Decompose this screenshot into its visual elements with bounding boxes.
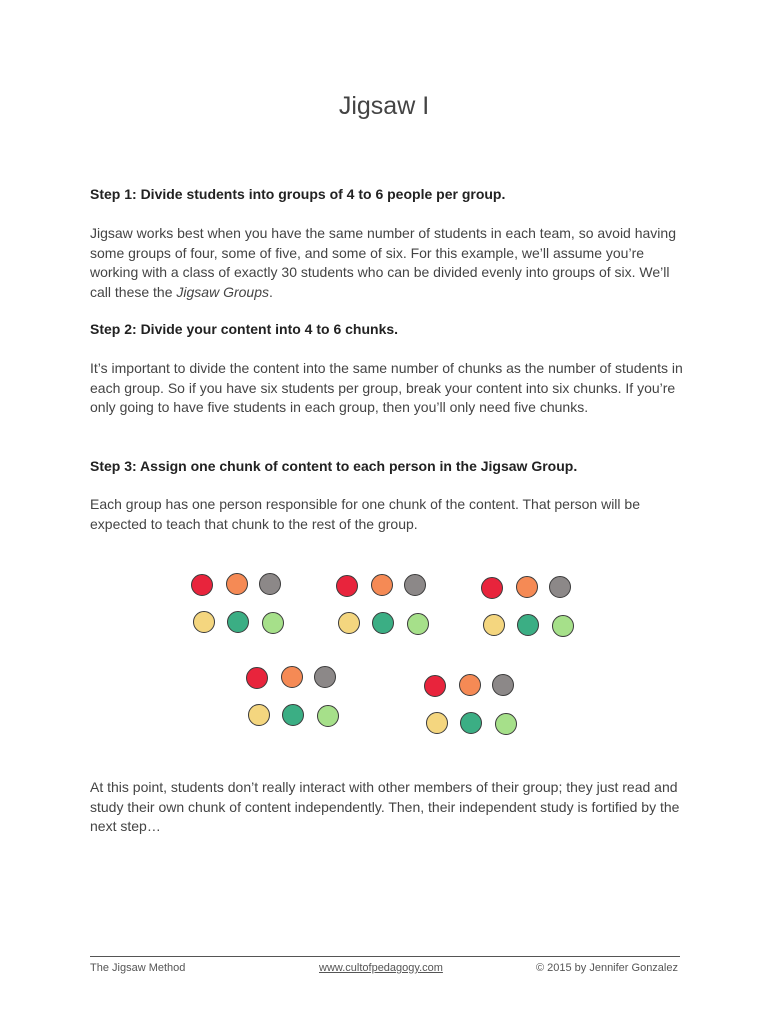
student-dot — [407, 613, 429, 635]
step-1-body-text: Jigsaw works best when you have the same number of students in each team, so avoid having some groups of four, some of five, and some of six. For this example, we’ll assume you’re working with a class of exactly 30 students who can be divided evenly into groups of six. We’ll call these the — [90, 225, 676, 300]
step-2-body: It’s important to divide the content into the same number of chunks as the number of students in each group. So if you have six students per group, break your content into six chunks. If you’re only going to have five students in each group, then you’ll only need five chunks. — [90, 360, 683, 415]
footer-website-link[interactable]: www.cultofpedagogy.com — [319, 962, 443, 974]
student-dot — [492, 674, 514, 696]
closing-paragraph: At this point, students don’t really interact with other members of their group; they just read and study their own chunk of content independently. Then, their independent study is fortified by the next step… — [90, 779, 680, 834]
student-dot — [372, 612, 394, 634]
student-dot — [517, 614, 539, 636]
student-dot — [371, 574, 393, 596]
student-dot — [426, 712, 448, 734]
student-dot — [424, 675, 446, 697]
student-dot — [338, 612, 360, 634]
step-2-heading: Step 2: Divide your content into 4 to 6 chunks. — [90, 321, 399, 337]
student-dot — [336, 575, 358, 597]
student-dot — [193, 611, 215, 633]
student-dot — [317, 705, 339, 727]
footer-title: The Jigsaw Method — [90, 962, 186, 974]
student-dot — [282, 704, 304, 726]
student-dot — [246, 667, 268, 689]
jigsaw-groups-illustration — [0, 560, 768, 750]
student-dot — [549, 576, 571, 598]
student-dot — [248, 704, 270, 726]
student-dot — [404, 574, 426, 596]
student-dot — [191, 574, 213, 596]
page-title: Jigsaw I — [338, 92, 430, 120]
student-dot — [226, 573, 248, 595]
student-dot — [495, 713, 517, 735]
step-3-body: Each group has one person responsible for one chunk of the content. That person will be expected to teach that chunk to the rest of the group. — [90, 496, 640, 532]
student-dot — [259, 573, 281, 595]
student-dot — [459, 674, 481, 696]
step-1-body-end: . — [268, 283, 273, 300]
footer-divider — [90, 956, 680, 957]
student-dot — [281, 666, 303, 688]
step-1-heading: Step 1: Divide students into groups of 4 to 6 people per group. — [90, 186, 506, 202]
student-dot — [227, 611, 249, 633]
student-dot — [314, 666, 336, 688]
student-dot — [262, 612, 284, 634]
student-dot — [552, 615, 574, 637]
step-1-body — [90, 224, 690, 302]
student-dot — [460, 712, 482, 734]
step-1-body-italic: Jigsaw Groups — [176, 283, 269, 300]
step-3-heading: Step 3: Assign one chunk of content to each person in the Jigsaw Group. — [90, 458, 578, 474]
student-dot — [481, 577, 503, 599]
footer-copyright: © 2015 by Jennifer Gonzalez — [535, 962, 678, 974]
student-dot — [483, 614, 505, 636]
student-dot — [516, 576, 538, 598]
